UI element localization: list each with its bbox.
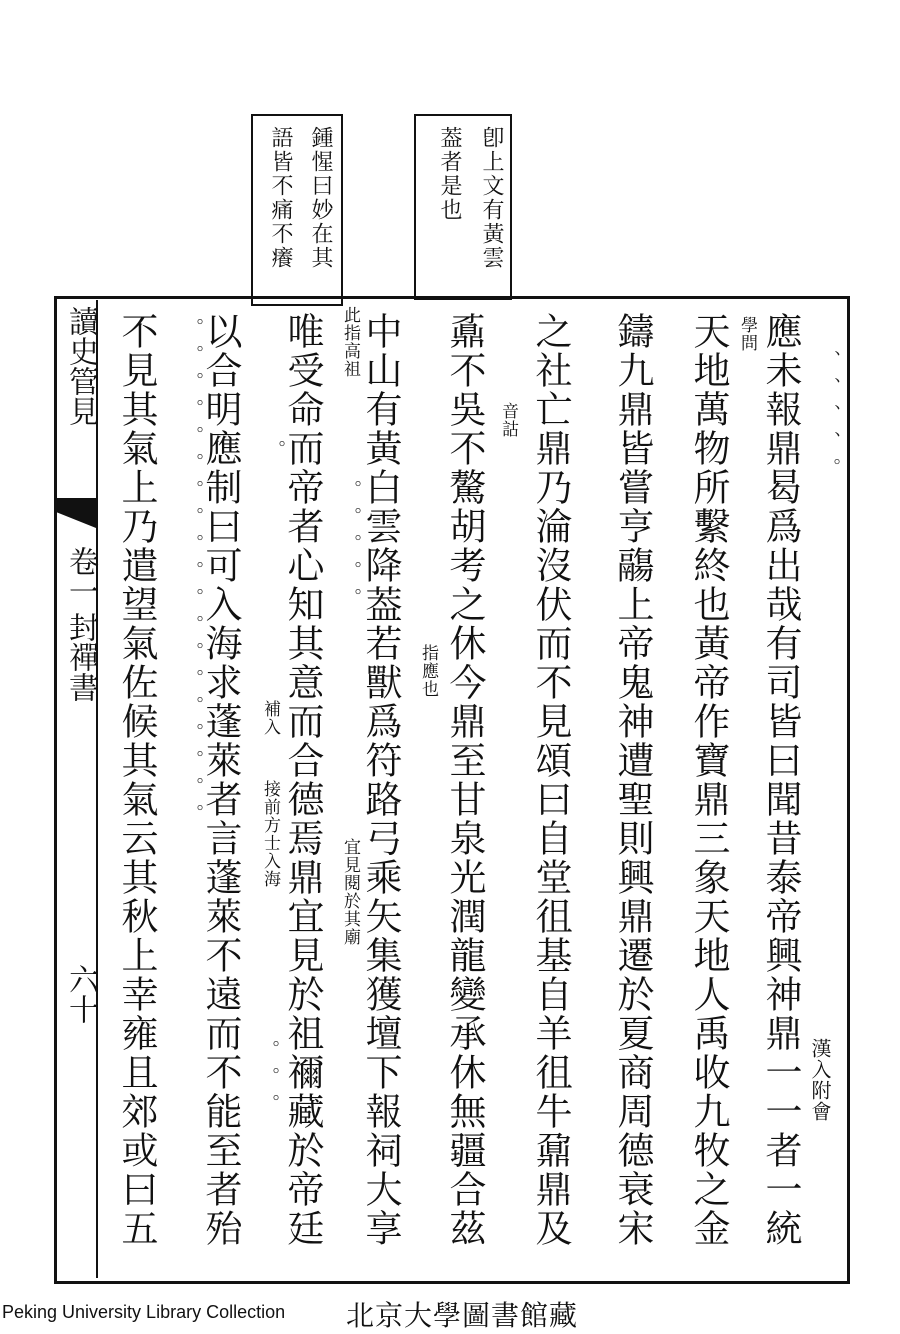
footer-collection-zh: 北京大學圖書館藏: [346, 1299, 579, 1332]
reading-marks-col-1: 、、、、。: [820, 350, 841, 494]
reading-marks-col-7b: 。。。: [259, 1040, 280, 1130]
gloss-gaozu: 此指高祖: [340, 306, 360, 378]
text-column-2: 天地萬物所繫終也黃帝作寶鼎三象天地人禹收九牧之金: [687, 312, 730, 1248]
fish-tail-ornament: [56, 498, 96, 536]
gloss-buru: 補入: [260, 700, 280, 736]
top-note-1: [251, 114, 343, 306]
reading-marks-col-6: 。。。。。: [341, 480, 362, 624]
top-note-1-line-1: 鍾惺曰妙在其: [308, 126, 333, 270]
top-note-1-line-2: 語皆不痛不癢: [268, 126, 293, 270]
text-column-9: 不見其氣上乃遣望氣佐候其氣云其秋上幸雍且郊或曰五: [115, 312, 158, 1248]
gloss-miao: 宜見閱於其廟: [340, 838, 360, 946]
top-note-2-line-1: 卽上文有黃雲: [479, 126, 504, 270]
margin-divider: [96, 300, 98, 1278]
section-label: 封禪書: [63, 612, 98, 702]
gloss-zhiying: 指應也: [418, 644, 438, 698]
reading-marks-col-7: 。: [265, 440, 286, 476]
top-note-2: [414, 114, 512, 300]
gloss-xuewen: 學問: [737, 316, 757, 352]
text-column-5: 鼒不吳不驁胡考之休今鼎至甘泉光潤龍變承休無疆合茲: [443, 312, 486, 1248]
header-note: 漢入附會: [808, 1038, 832, 1122]
text-column-1: 應未報鼎曷爲出哉有司皆曰聞昔泰帝興神鼎一一者一統: [759, 312, 802, 1248]
footer-collection-en: Peking University Library Collection: [2, 1302, 286, 1322]
top-note-2-line-2: 葢者是也: [437, 126, 462, 222]
book-title: 讀史管見: [63, 306, 98, 426]
text-column-8: 以合明應制曰可入海求蓬萊者言蓬萊不遠而不能至者殆: [199, 312, 242, 1248]
gloss-yingu: 音詁: [498, 402, 518, 438]
reading-marks-col-8: 。。。。。。。。。。。。。。。。。。。: [183, 318, 204, 840]
gloss-rukai: 接前方士入海: [260, 780, 280, 888]
text-column-6: 中山有黃白雲降葢若獸爲符路弓乘矢集獲壇下報祠大享: [359, 312, 402, 1248]
page-number: 六十: [63, 964, 98, 1024]
text-column-7: 唯受命而帝者心知其意而合德焉鼎宜見於祖禰藏於帝廷: [281, 312, 324, 1248]
text-column-3: 鑄九鼎皆嘗亨鬺上帝鬼神遭聖則興鼎遷於夏商周德衰宋: [611, 312, 654, 1248]
text-column-4: 之社亡鼎乃淪沒伏而不見頌曰自堂徂基自羊徂牛鼐鼎及: [529, 312, 572, 1248]
volume-label: 卷一: [63, 546, 98, 606]
